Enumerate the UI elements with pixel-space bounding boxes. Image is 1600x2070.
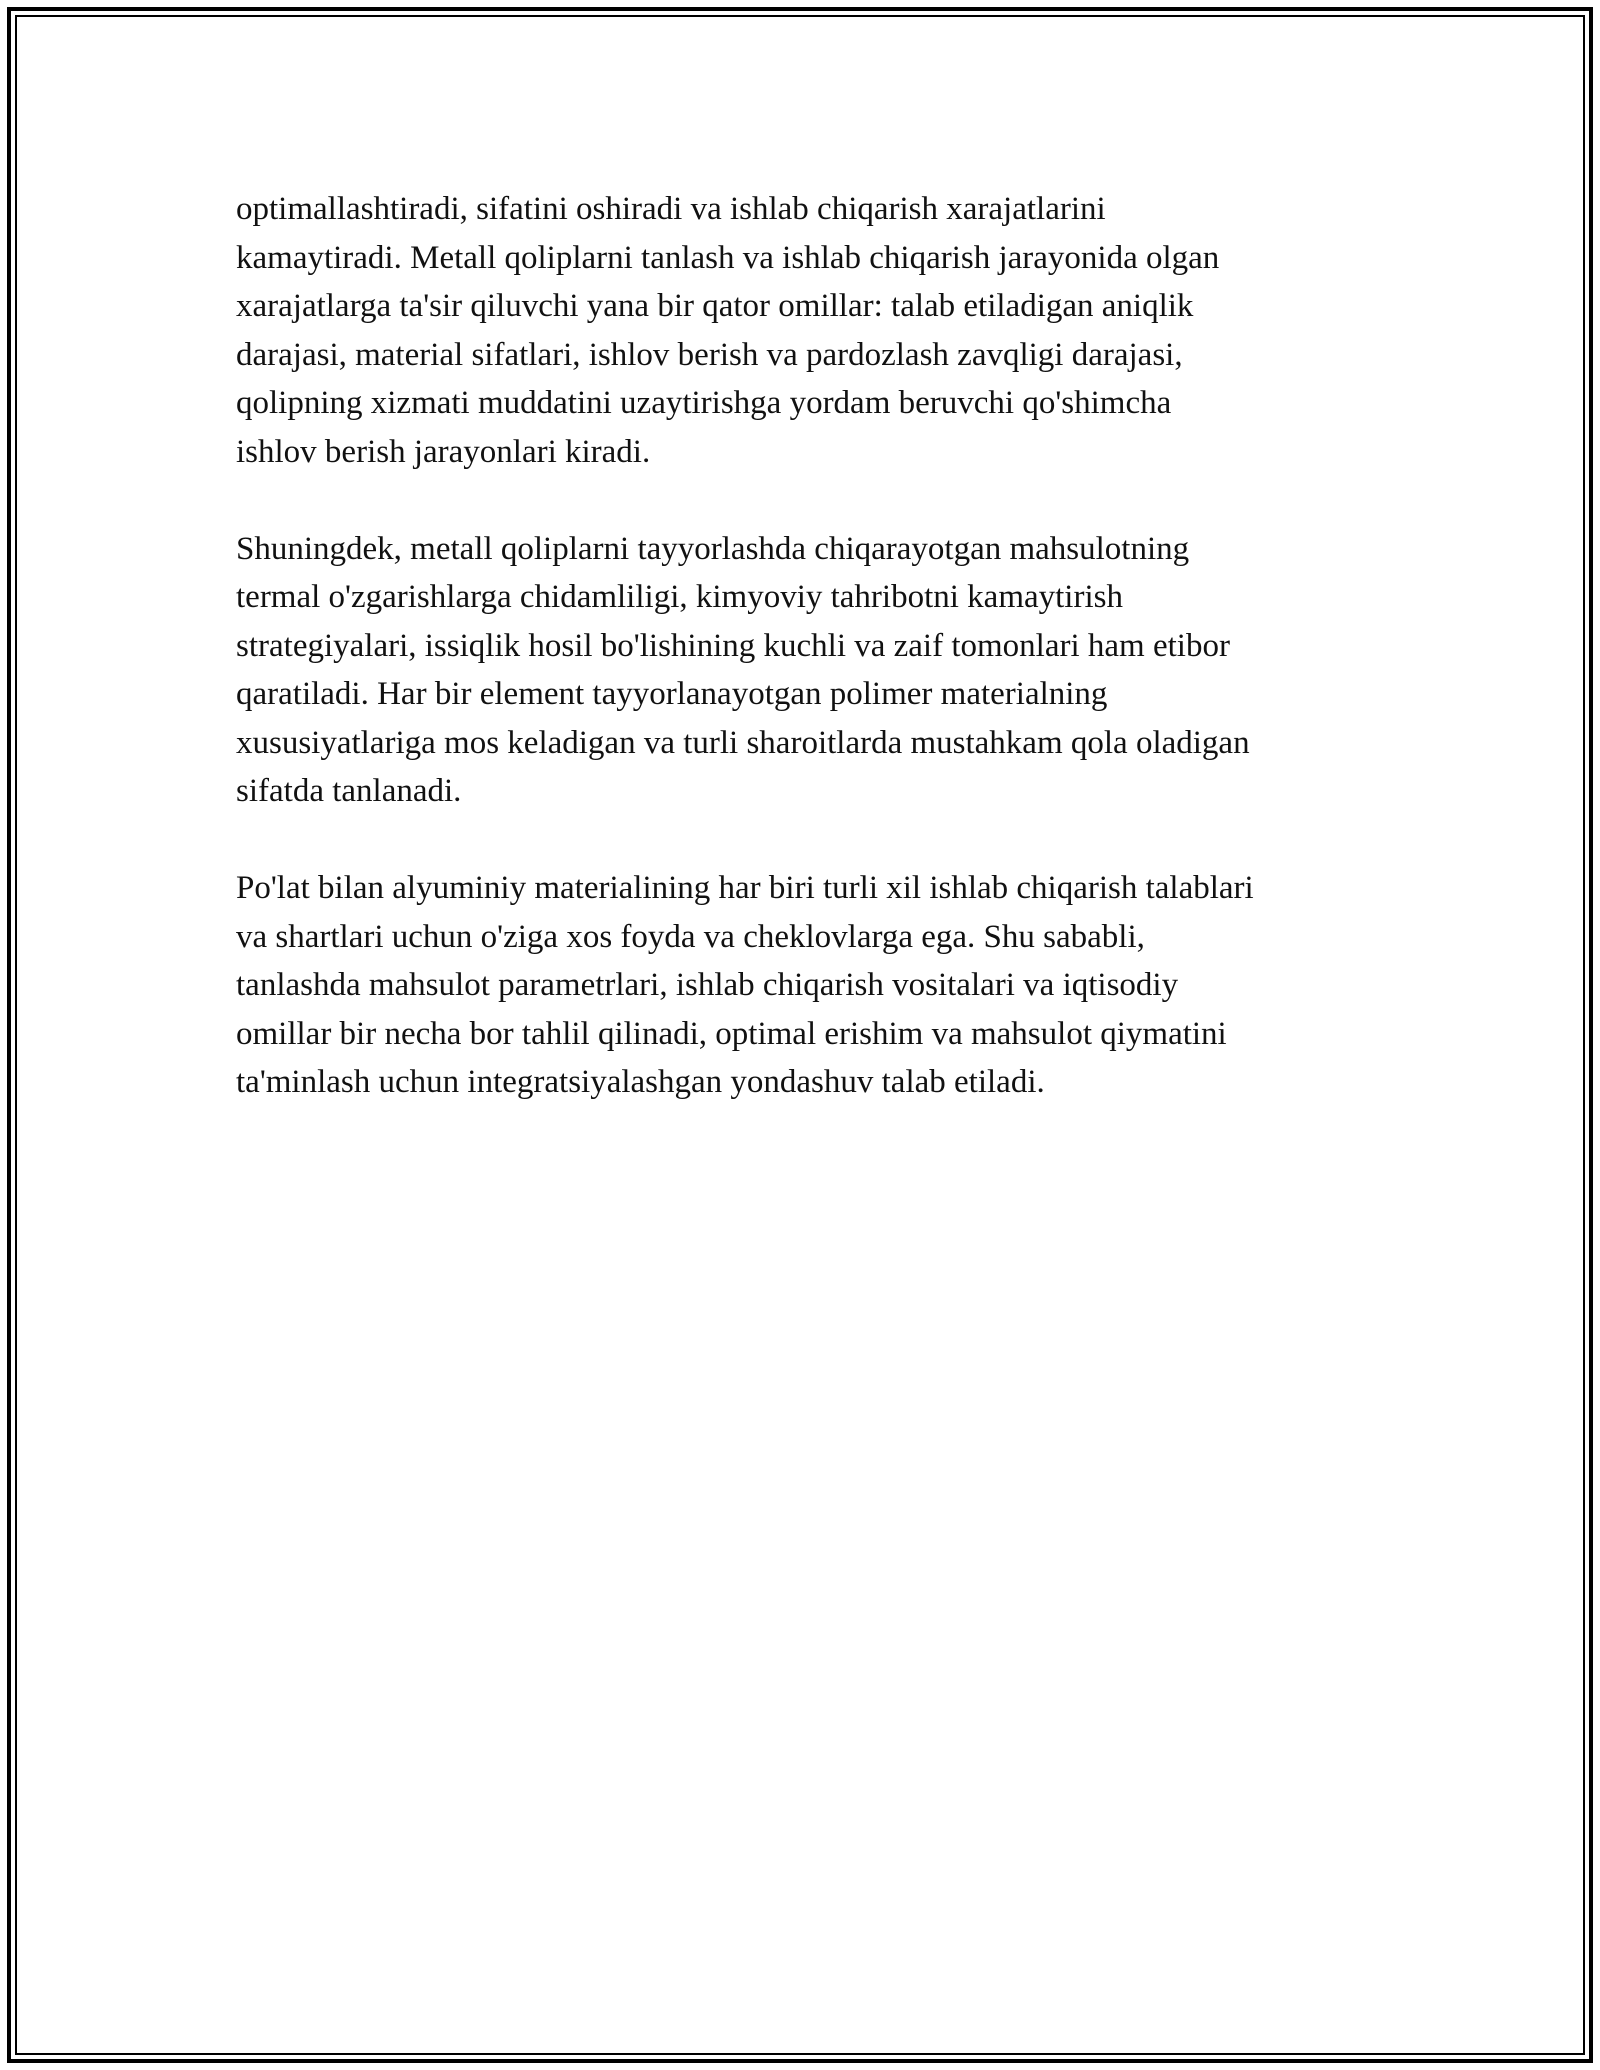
paragraph-2: Shuningdek, metall qoliplarni tayyorlashda chiqarayotgan mahsulotning termal o'zgarishlarga chidamliligi, kimyoviy tahribotni kamaytirish strategiyalari, issiqlik hosil bo'lishining kuchli va zaif tomonlari ham etibor qaratiladi. Har bir element tayyorlanayotgan polimer materialning xususiyatlariga mos keladigan va turli sharoitlarda mustahkam qola oladigan sifatda tanlanadi. bbox=[236, 530, 1250, 809]
paragraph-1: optimallashtiradi, sifatini oshiradi va ishlab chiqarish xarajatlarini kamaytiradi. Metall qoliplarni tanlash va ishlab chiqarish jarayonida olgan xarajatlarga ta'sir qiluvchi yana bir qator omillar: talab etiladigan aniqlik darajasi, material sifatlari, ishlov berish va pardozlash zavqligi darajasi, qolipning xizmati muddatini uzaytirishga yordam beruvchi qo'shimcha ishlov berish jarayonlari kiradi. bbox=[236, 191, 1220, 470]
paragraph-3: Po'lat bilan alyuminiy materialining har biri turli xil ishlab chiqarish talablari va shartlari uchun o'ziga xos foyda va cheklovlarga ega. Shu sababli, tanlashda mahsulot parametrlari, ishlab chiqarish vositalari va iqtisodiy omillar bir necha bor tahlil qilinadi, optimal erishim va mahsulot qiymatini ta'minlash uchun integratsiyalashgan yondashuv talab etiladi. bbox=[236, 870, 1254, 1100]
document-body bbox=[236, 185, 1386, 1155]
